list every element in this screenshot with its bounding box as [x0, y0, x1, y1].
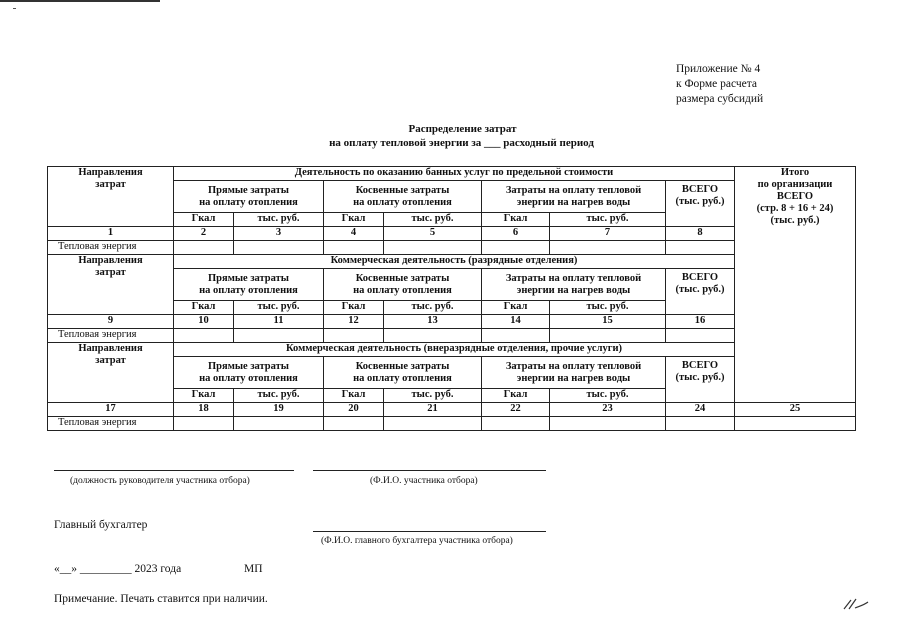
chief-fio-caption: (Ф.И.О. главного бухгалтера участника отбора) [321, 536, 513, 546]
column-number: 13 [384, 315, 482, 329]
value-cell [324, 329, 384, 343]
unit-rub: тыс. руб. [550, 389, 666, 403]
row-label: Тепловая энергия [48, 329, 174, 343]
chief-fio-line [313, 531, 546, 532]
group-direct: Прямые затраты на оплату отопления [174, 181, 324, 213]
group-indirect: Косвенные затраты на оплату отопления [324, 269, 482, 301]
unit-gcal: Гкал [324, 213, 384, 227]
column-number: 16 [666, 315, 735, 329]
column-number: 9 [48, 315, 174, 329]
value-cell [324, 241, 384, 255]
unit-gcal: Гкал [482, 389, 550, 403]
stamp-place: МП [244, 563, 263, 575]
cost-distribution-table [47, 166, 856, 431]
column-number: 21 [384, 403, 482, 417]
column-number: 2 [174, 227, 234, 241]
value-cell [482, 329, 550, 343]
annex-line: размера субсидий [676, 93, 764, 105]
group-total: ВСЕГО (тыс. руб.) [666, 269, 735, 315]
unit-rub: тыс. руб. [234, 389, 324, 403]
column-number: 5 [384, 227, 482, 241]
fio-caption: (Ф.И.О. участника отбора) [370, 476, 478, 486]
value-cell [666, 241, 735, 255]
directions-header: Направления затрат [48, 255, 174, 315]
date-line: «__» _________ 2023 года [54, 563, 182, 575]
group-water: Затраты на оплату тепловой энергии на нагрев воды [482, 181, 666, 213]
value-cell [666, 329, 735, 343]
position-caption: (должность руководителя участника отбора) [70, 476, 250, 486]
group-total: ВСЕГО (тыс. руб.) [666, 181, 735, 227]
column-number: 4 [324, 227, 384, 241]
chief-accountant-label: Главный бухгалтер [54, 519, 148, 531]
group-total: ВСЕГО (тыс. руб.) [666, 357, 735, 403]
directions-header: Направления затрат [48, 167, 174, 227]
total-blank [735, 255, 856, 343]
value-cell [234, 241, 324, 255]
column-number: 22 [482, 403, 550, 417]
document-title [0, 122, 905, 150]
section-title: Коммерческая деятельность (внеразрядные отделения, прочие услуги) [174, 343, 735, 357]
value-cell [174, 329, 234, 343]
column-number: 17 [48, 403, 174, 417]
position-signature-line [54, 470, 294, 471]
title-line-1: Распределение затрат [408, 123, 517, 135]
value-cell [482, 241, 550, 255]
value-cell [234, 417, 324, 431]
column-number: 7 [550, 227, 666, 241]
column-number: 18 [174, 403, 234, 417]
unit-rub: тыс. руб. [234, 213, 324, 227]
group-direct: Прямые затраты на оплату отопления [174, 357, 324, 389]
unit-gcal: Гкал [174, 213, 234, 227]
value-cell [735, 241, 856, 255]
column-number: 8 [666, 227, 735, 241]
value-cell [234, 329, 324, 343]
column-number: 6 [482, 227, 550, 241]
column-number: 1 [48, 227, 174, 241]
row-label: Тепловая энергия [48, 417, 174, 431]
value-cell [384, 417, 482, 431]
group-water: Затраты на оплату тепловой энергии на нагрев воды [482, 357, 666, 389]
group-indirect: Косвенные затраты на оплату отопления [324, 181, 482, 213]
group-water: Затраты на оплату тепловой энергии на нагрев воды [482, 269, 666, 301]
value-cell [666, 417, 735, 431]
top-edge-mark [0, 0, 160, 2]
section-title: Деятельность по оказанию банных услуг по предельной стоимости [174, 167, 735, 181]
group-direct: Прямые затраты на оплату отопления [174, 269, 324, 301]
unit-gcal: Гкал [324, 389, 384, 403]
unit-rub: тыс. руб. [234, 301, 324, 315]
annex-note [676, 62, 763, 107]
directions-header: Направления затрат [48, 343, 174, 403]
unit-rub: тыс. руб. [384, 389, 482, 403]
title-line-2: на оплату тепловой энергии за ___ расходный период [329, 137, 594, 149]
unit-gcal: Гкал [174, 301, 234, 315]
unit-gcal: Гкал [482, 301, 550, 315]
value-cell [174, 241, 234, 255]
unit-rub: тыс. руб. [550, 301, 666, 315]
column-number: 11 [234, 315, 324, 329]
value-cell [384, 329, 482, 343]
value-cell [550, 241, 666, 255]
unit-gcal: Гкал [324, 301, 384, 315]
value-cell [735, 417, 856, 431]
column-number: 14 [482, 315, 550, 329]
value-cell [324, 417, 384, 431]
annex-line: к Форме расчета [676, 78, 758, 90]
column-number: 3 [234, 227, 324, 241]
group-indirect: Косвенные затраты на оплату отопления [324, 357, 482, 389]
column-number: 23 [550, 403, 666, 417]
value-cell [384, 241, 482, 255]
column-number: 12 [324, 315, 384, 329]
annex-line: Приложение № 4 [676, 63, 761, 75]
value-cell [550, 417, 666, 431]
value-cell [174, 417, 234, 431]
row-label: Тепловая энергия [48, 241, 174, 255]
total-blank [735, 343, 856, 403]
total-header: Итого по организации ВСЕГО (стр. 8 + 16 + 24) (тыс. руб.) [735, 167, 856, 241]
initials-mark-icon [842, 597, 872, 611]
column-number: 24 [666, 403, 735, 417]
value-cell [482, 417, 550, 431]
column-number: 20 [324, 403, 384, 417]
column-number: 25 [735, 403, 856, 417]
value-cell [550, 329, 666, 343]
unit-rub: тыс. руб. [550, 213, 666, 227]
unit-gcal: Гкал [482, 213, 550, 227]
top-dash-mark [13, 8, 16, 9]
unit-gcal: Гкал [174, 389, 234, 403]
column-number: 10 [174, 315, 234, 329]
unit-rub: тыс. руб. [384, 301, 482, 315]
footnote: Примечание. Печать ставится при наличии. [54, 593, 268, 605]
column-number: 19 [234, 403, 324, 417]
section-title: Коммерческая деятельность (разрядные отделения) [174, 255, 735, 269]
fio-signature-line [313, 470, 546, 471]
unit-rub: тыс. руб. [384, 213, 482, 227]
column-number: 15 [550, 315, 666, 329]
